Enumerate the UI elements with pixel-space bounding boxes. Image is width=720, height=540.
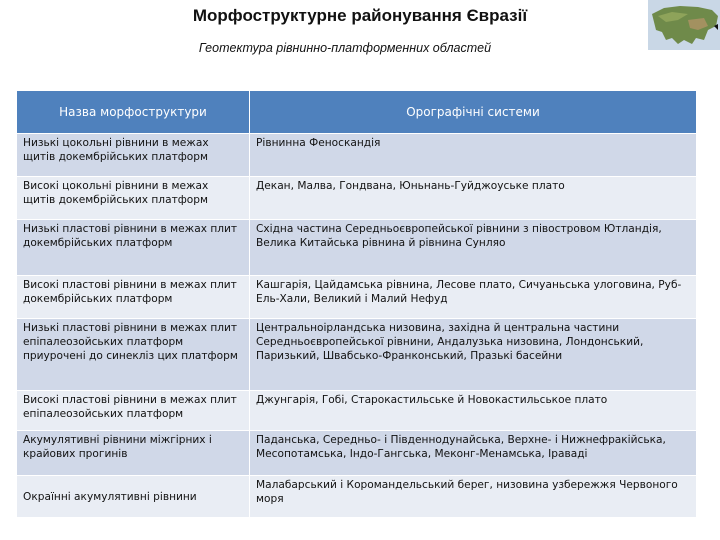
morphostructure-name: Низькі цокольні рівнини в межах щитів докембрійських платформ: [17, 134, 250, 177]
morphostructure-name: Окраїнні акумулятивні рівнини: [17, 476, 250, 518]
orographic-systems: Декан, Малва, Гондвана, Юньнань-Гуйджоуське плато: [250, 177, 697, 220]
page-title: Морфоструктурне районування Євразії: [192, 6, 528, 25]
table-row: [17, 319, 697, 391]
morphostructure-name: Високі пластові рівнини в межах плит епіпалеозойських платформ: [17, 391, 250, 431]
orographic-systems: Малабарський і Коромандельський берег, низовина узбережжя Червоного моря: [250, 476, 697, 518]
table-row: [17, 476, 697, 518]
orographic-systems: Джунгарія, Гобі, Старокастильське й Новокастильськое плато: [250, 391, 697, 431]
orographic-systems: Центральноірландська низовина, західна й центральна частини Середньоєвропейської рівнини, Андалузька низовина, Лондонський, Паризький, Швабсько-Франконський, Празькі басейни: [250, 319, 697, 391]
morphostructure-table: [16, 90, 697, 518]
column-header-systems: Орографічні системи: [250, 91, 697, 134]
table-header-row: [17, 91, 697, 134]
table-row: [17, 431, 697, 476]
table-row: [17, 276, 697, 319]
orographic-systems: Кашгарія, Цайдамська рівнина, Лесове плато, Сичуаньська улоговина, Руб-Ель-Хали, Великий і Малий Нефуд: [250, 276, 697, 319]
eurasia-map-thumbnail: [648, 0, 720, 50]
morphostructure-name: Низькі пластові рівнини в межах плит епіпалеозойських платформ приурочені до синекліз цих платформ: [17, 319, 250, 391]
table-row: [17, 134, 697, 177]
morphostructure-name: Високі пластові рівнини в межах плит докембрійських платформ: [17, 276, 250, 319]
morphostructure-name: Високі цокольні рівнини в межах щитів докембрійських платформ: [17, 177, 250, 220]
morphostructure-name: Низькі пластові рівнини в межах плит докембрійських платформ: [17, 220, 250, 276]
orographic-systems: Східна частина Середньоєвропейської рівнини з півостровом Ютландія, Велика Китайська рівнина й рівнина Сунляо: [250, 220, 697, 276]
column-header-name: Назва морфоструктури: [17, 91, 250, 134]
table-row: [17, 220, 697, 276]
morphostructure-name: Акумулятивні рівнини міжгірних і крайових прогинів: [17, 431, 250, 476]
table-row: [17, 391, 697, 431]
orographic-systems: Рівнинна Феноскандія: [250, 134, 697, 177]
table-row: [17, 177, 697, 220]
page-subtitle: Геотектура рівнинно-платформенних областей: [198, 41, 492, 55]
orographic-systems: Паданська, Середньо- і Південнодунайська, Верхне- і Нижнефракійська, Месопотамська, Індо-Гангська, Меконг-Менамська, Іраваді: [250, 431, 697, 476]
